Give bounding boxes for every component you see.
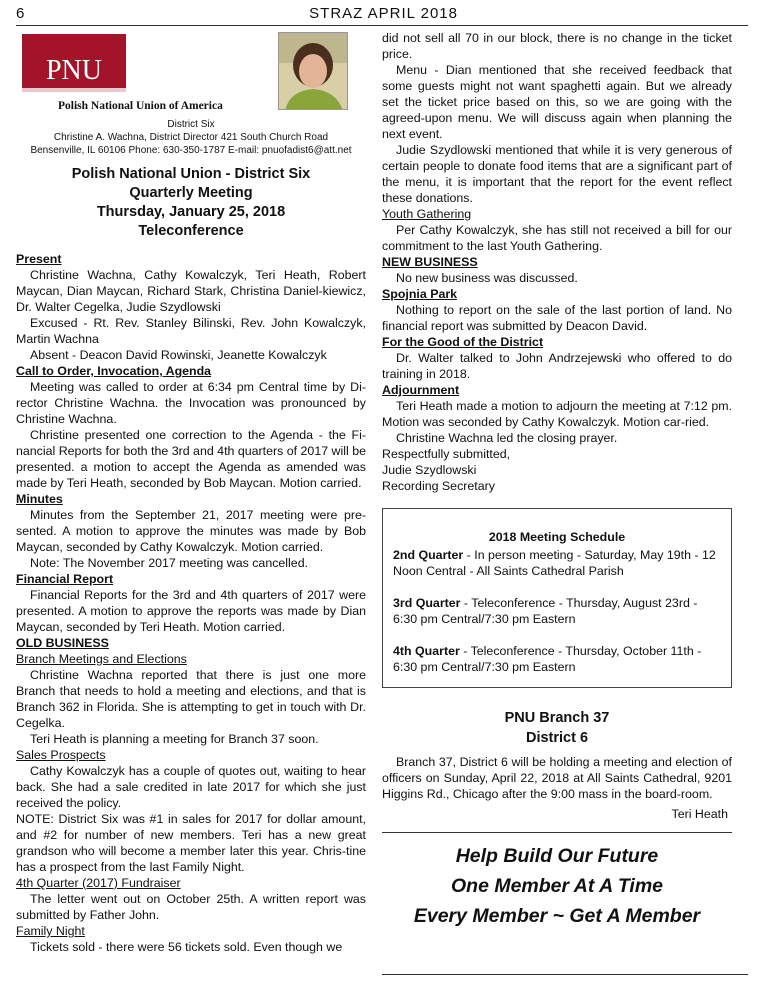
meeting-title-3: Thursday, January 25, 2018 bbox=[96, 204, 286, 220]
old-business-heading: OLD BUSINESS bbox=[16, 636, 109, 650]
org-address-2: Bensenville, IL 60106 Phone: 630-350-1787 E-mail: pnuofadist6@att.net bbox=[30, 145, 352, 156]
right-column bbox=[382, 30, 732, 931]
family-night-text: Tickets sold - there were 56 tickets sold. Even though we bbox=[30, 940, 343, 954]
meeting-title-2: Quarterly Meeting bbox=[129, 185, 253, 201]
meeting-schedule-box bbox=[382, 508, 732, 688]
schedule-q4: 4th Quarter - Teleconference - Thursday, October 11th - 6:30 pm Central/7:30 pm Eastern bbox=[393, 644, 702, 674]
family-night-continued: did not sell all 70 in our block, there is no change in the ticket price. bbox=[382, 31, 732, 61]
signoff-line-3: Recording Secretary bbox=[382, 479, 495, 493]
sales-heading: Sales Prospects bbox=[16, 748, 106, 762]
closing-prayer-text: Christine Wachna led the closing prayer. bbox=[396, 431, 618, 445]
call-to-order-text: Meeting was called to order at 6:34 pm Central time by Di-rector Christine Wachna. the Invocation was pronounced by Christine Wachna. bbox=[16, 380, 366, 426]
good-of-district-text: Dr. Walter talked to John Andrzejewski who offered to do training in 2018. bbox=[382, 351, 732, 381]
org-district: District Six bbox=[167, 119, 215, 130]
slogan-line-2: One Member At A Time bbox=[450, 875, 663, 897]
schedule-q2: 2nd Quarter - In person meeting - Saturday, May 19th - 12 Noon Central - All Saints Cathedral Parish bbox=[393, 548, 716, 578]
slogan-line-1: Help Build Our Future bbox=[455, 845, 659, 867]
absent-text: Absent - Deacon David Rowinski, Jeanette Kowalczyk bbox=[30, 348, 327, 362]
minutes-text: Minutes from the September 21, 2017 meeting were pre-sented. A motion to approve the minutes was made by Bob Maycan, seconded by Cathy Kowalczyk. Motion carried. bbox=[16, 508, 366, 554]
masthead bbox=[16, 30, 366, 112]
director-photo bbox=[278, 32, 348, 110]
signoff-line-2: Judie Szydlowski bbox=[382, 463, 477, 477]
adjournment-heading: Adjournment bbox=[382, 383, 460, 397]
branch37-title-2: District 6 bbox=[525, 730, 589, 746]
page-number: 6 bbox=[16, 5, 25, 22]
excused-text: Excused - Rt. Rev. Stanley Bilinski, Rev. John Kowalczyk, Martin Wachna bbox=[16, 316, 366, 346]
spojnia-park-heading: Spojnia Park bbox=[382, 287, 458, 301]
branch37-notice bbox=[382, 708, 732, 822]
branch37-body: Branch 37, District 6 will be holding a meeting and election of officers on Sunday, April 22, 2018 at All Saints Cathedral, 9201 Higgins Rd., Chicago after the 9:00 mass in the board-room. bbox=[382, 755, 732, 801]
branch-meetings-heading: Branch Meetings and Elections bbox=[16, 652, 187, 666]
org-name: Polish National Union of America bbox=[58, 100, 223, 112]
pnu-logo: PNU bbox=[22, 34, 126, 92]
signoff-line-1: Respectfully submitted, bbox=[382, 447, 511, 461]
sales-text: Cathy Kowalczyk has a couple of quotes out, waiting to hear back. She had a sale credited in late 2017 for which she just received the policy. bbox=[16, 764, 366, 810]
branch37-signature: Teri Heath bbox=[671, 807, 728, 821]
branch-37-text: Teri Heath is planning a meeting for Branch 37 soon. bbox=[30, 732, 319, 746]
minutes-heading: Minutes bbox=[16, 492, 63, 506]
youth-gathering-text: Per Cathy Kowalczyk, she has still not received a bill for our commitment to the last Youth Gathering. bbox=[382, 223, 732, 253]
present-text: Christine Wachna, Cathy Kowalczyk, Teri Heath, Robert Maycan, Dian Maycan, Richard Stark, Christina Daniel-kiewicz, Dr. Walter Cegelka, Judie Szydlowski bbox=[16, 268, 366, 314]
financial-text: Financial Reports for the 3rd and 4th quarters of 2017 were presented. A motion to approve the reports was made by Dian Maycan, seconded by Teri Heath. Motion carried. bbox=[16, 588, 366, 634]
good-of-district-heading: For the Good of the District bbox=[382, 335, 544, 349]
page-header bbox=[16, 4, 748, 26]
sales-note: NOTE: District Six was #1 in sales for 2017 for dollar amount, and #2 for number of new members. Teri has a new great grandson who will become a member later this year. Chris-tine has a prospect from the last Family Night. bbox=[16, 812, 366, 874]
spojnia-park-text: Nothing to report on the sale of the last portion of land. No financial report was submitted by Deacon David. bbox=[382, 303, 732, 333]
donations-text: Judie Szydlowski mentioned that while it is very generous of certain people to donate food items that are a significant part of the menu, it is important that the report for the event reflect these donations. bbox=[382, 143, 732, 205]
financial-heading: Financial Report bbox=[16, 572, 114, 586]
branch-meetings-text: Christine Wachna reported that there is just one more Branch that needs to hold a meeting and elections, and that is Branch 362 in Florida. She is attempting to get in touch with Dr. Cegelka. bbox=[16, 668, 366, 730]
youth-gathering-heading: Youth Gathering bbox=[382, 207, 472, 221]
meeting-title-1: Polish National Union - District Six bbox=[71, 166, 311, 182]
left-column bbox=[16, 30, 366, 955]
branch37-title-1: PNU Branch 37 bbox=[504, 710, 610, 726]
divider bbox=[382, 832, 732, 833]
publication-title: STRAZ APRIL 2018 bbox=[309, 5, 458, 22]
bottom-divider bbox=[382, 974, 748, 975]
schedule-q3: 3rd Quarter - Teleconference - Thursday, August 23rd - 6:30 pm Central/7:30 pm Eastern bbox=[393, 596, 698, 626]
call-to-order-heading: Call to Order, Invocation, Agenda bbox=[16, 364, 212, 378]
menu-text: Menu - Dian mentioned that she received feedback that some guests might not want spaghetti again. But we already set the ticket price based on this, so we are going with the agreed-upon menu. We will discuss again when planning the next event. bbox=[382, 63, 732, 141]
schedule-title: 2018 Meeting Schedule bbox=[488, 530, 626, 544]
present-heading: Present bbox=[16, 252, 62, 266]
meeting-title-4: Teleconference bbox=[138, 223, 244, 239]
new-business-text: No new business was discussed. bbox=[396, 271, 578, 285]
minutes-note: Note: The November 2017 meeting was cancelled. bbox=[30, 556, 309, 570]
agenda-text: Christine presented one correction to the Agenda - the Fi-nancial Reports for both the 3rd and 4th quarters of 2017 will be presented. a motion to accept the Agenda as amended was made by Teri Heath, seconded by Bob Maycan. Motion carried. bbox=[16, 428, 366, 490]
family-night-heading: Family Night bbox=[16, 924, 85, 938]
new-business-heading: NEW BUSINESS bbox=[382, 255, 478, 269]
slogan-line-3: Every Member ~ Get A Member bbox=[413, 905, 701, 927]
adjournment-text: Teri Heath made a motion to adjourn the meeting at 7:12 pm. Motion was seconded by Cathy Kowalczyk. Motion car-ried. bbox=[382, 399, 732, 429]
org-address-1: Christine A. Wachna, District Director 421 South Church Road bbox=[53, 132, 329, 143]
slogan bbox=[382, 841, 732, 931]
fundraiser-text: The letter went out on October 25th. A written report was submitted by Father John. bbox=[16, 892, 366, 922]
fundraiser-heading: 4th Quarter (2017) Fundraiser bbox=[16, 876, 181, 890]
